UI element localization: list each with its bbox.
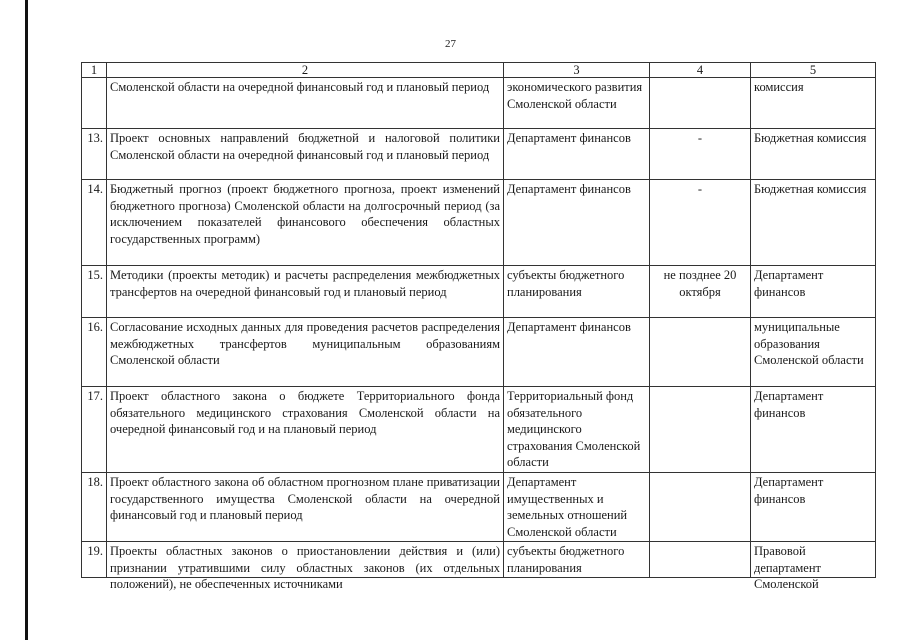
row-number: 15.: [82, 266, 107, 318]
row-description-text: Проекты областных законов о приостановлении действия и (или) признании утратившими силу областных законов (их отдельных положений), не обеспеченных источниками: [110, 544, 500, 591]
row-recipient: комиссия: [751, 78, 876, 129]
column-header: 2: [107, 63, 504, 78]
table-header-row: [82, 63, 876, 78]
row-number: 14.: [82, 180, 107, 266]
table-row: [82, 78, 876, 129]
page-number: 27: [445, 38, 456, 50]
row-responsible: [504, 542, 650, 578]
row-responsible-text: субъекты бюджетного планирования: [507, 544, 625, 575]
row-number: 16.: [82, 318, 107, 387]
row-recipient-text: Правовой департамент Смоленской: [754, 544, 822, 591]
table-row: [82, 129, 876, 180]
row-description: Согласование исходных данных для проведения расчетов распределения межбюджетных трансфертов муниципальным образованиям Смоленской области: [107, 318, 504, 387]
row-description: Бюджетный прогноз (проект бюджетного прогноза, проект изменений бюджетного прогноза) Смоленской области на долгосрочный период (за исключением показателей финансового обеспечения областных государственных программ): [107, 180, 504, 266]
row-responsible: субъекты бюджетного планирования: [504, 266, 650, 318]
row-number: 19.: [82, 542, 107, 578]
row-deadline: не позднее 20 октября: [650, 266, 751, 318]
row-description: Смоленской области на очередной финансовый год и плановый период: [107, 78, 504, 129]
column-header: 1: [82, 63, 107, 78]
row-deadline: -: [650, 129, 751, 180]
row-number: 17.: [82, 387, 107, 473]
row-description: Проект областного закона о бюджете Территориального фонда обязательного медицинского страхования Смоленской области на очередной финансовый год и на плановый период: [107, 387, 504, 473]
row-description: [107, 542, 504, 591]
row-responsible: Департамент финансов: [504, 180, 650, 266]
column-header: 5: [751, 63, 876, 78]
row-deadline: [650, 387, 751, 473]
row-deadline: [650, 78, 751, 129]
row-responsible: Департамент имущественных и земельных отношений Смоленской области: [504, 473, 650, 542]
row-description: Проект основных направлений бюджетной и налоговой политики Смоленской области на очередной финансовый год и плановый период: [107, 129, 504, 180]
table-row: [82, 318, 876, 387]
row-recipient: Департамент финансов: [751, 266, 876, 318]
row-recipient: [751, 542, 876, 591]
row-responsible: Территориальный фонд обязательного медицинского страхования Смоленской области: [504, 387, 650, 473]
table-row: [82, 180, 876, 266]
row-description: Методики (проекты методик) и расчеты распределения межбюджетных трансфертов на очередной финансовый год и плановый период: [107, 266, 504, 318]
row-recipient: Департамент финансов: [751, 387, 876, 473]
page-edge-bar: [25, 0, 28, 640]
row-number: 13.: [82, 129, 107, 180]
row-responsible: Департамент финансов: [504, 318, 650, 387]
row-number: [82, 78, 107, 129]
row-responsible: Департамент финансов: [504, 129, 650, 180]
row-recipient: Бюджетная комиссия: [751, 180, 876, 266]
column-header: 4: [650, 63, 751, 78]
table-row: [82, 542, 876, 578]
column-header: 3: [504, 63, 650, 78]
table-row: [82, 266, 876, 318]
table-row: [82, 387, 876, 473]
row-deadline: [650, 473, 751, 542]
table-row: [82, 473, 876, 542]
row-recipient: муниципальные образования Смоленской области: [751, 318, 876, 387]
row-deadline: [650, 318, 751, 387]
row-number: 18.: [82, 473, 107, 542]
row-responsible: экономического развития Смоленской области: [504, 78, 650, 129]
row-deadline: [650, 542, 751, 578]
row-deadline: -: [650, 180, 751, 266]
row-recipient: Департамент финансов: [751, 473, 876, 542]
row-recipient: Бюджетная комиссия: [751, 129, 876, 180]
document-table: [81, 62, 876, 591]
row-description: Проект областного закона об областном прогнозном плане приватизации государственного имущества Смоленской области на очередной финансовый год и плановый период: [107, 473, 504, 542]
